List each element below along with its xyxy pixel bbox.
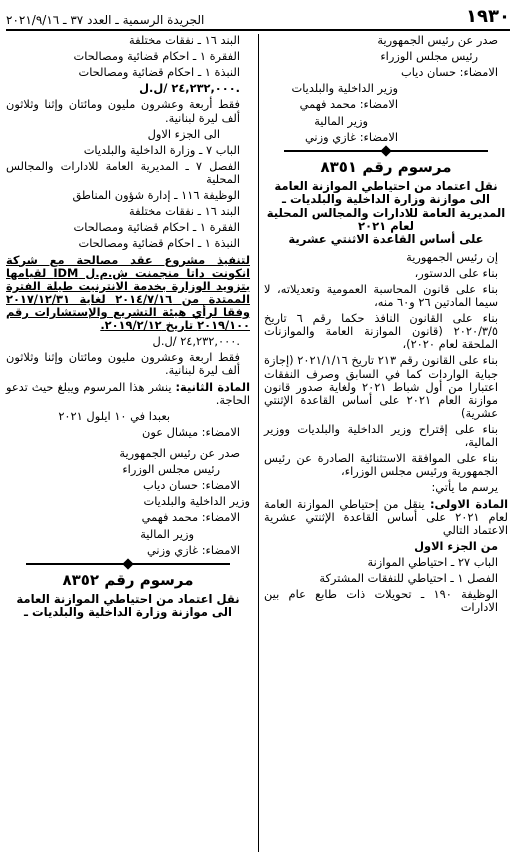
prime-minister-title: رئيس مجلس الوزراء [380, 49, 478, 64]
interior-minister-signature: الامضاء: محمد فهمي [299, 97, 398, 112]
page-number: ١٩٣٠ [466, 6, 510, 28]
president-signature: الامضاء: ميشال عون [141, 424, 240, 439]
recital-accounting-law: بناء على قانون المحاسبة العمومية وتعديلاته، لا سيما المادتين ٢٦ و٦٠ منه، [264, 281, 498, 309]
recital-law-6: بناء على القانون النافذ حكما رقم ٦ تاريخ ٢٠٢٠/٣/٥ (قانون الموازنة العامة والموازنات الملحقة لعام ٢٠٢٠)، [264, 311, 498, 352]
article-one-text: ينقل من إحتياطي الموازنة العامة لعام ٢٠٢١ على أساس القاعدة الإثنتي عشرية الاعتماد التالي [264, 496, 508, 537]
article-two [6, 381, 250, 407]
decree2-subtitle-line-1: نقل اعتماد من احتياطي الموازنة العامة [16, 591, 240, 606]
item-16-dest: البند ١٦ ـ نفقات مختلفة [129, 204, 240, 219]
decree-subtitle-line-5: على أساس القاعدة الاثنتي عشرية [288, 232, 484, 247]
function-116: الوظيفة ١١٦ ـ إدارة شؤون المناطق [72, 188, 240, 203]
article-one [264, 498, 508, 537]
clause-1-dest: النبذة ١ ـ احكام قضائية ومصالحات [78, 236, 240, 251]
column-divider [258, 34, 259, 852]
decree-subtitle-line-2: الى موازنة وزارة الداخلية والبلديات ـ [282, 192, 490, 207]
section-7: الفصل ٧ ـ المديرية العامة للادارات والمجالس المحلية [6, 158, 240, 186]
item-16: البند ١٦ ـ نفقات مختلفة [129, 33, 240, 47]
page-header [6, 6, 510, 28]
pm-signature-2: الامضاء: حسان دياب [142, 478, 240, 493]
decree2-subtitle-line-2: الى موازنة وزارة الداخلية والبلديات ـ [24, 605, 232, 620]
decree-subtitle-line-1: نقل اعتماد من احتياطي الموازنة العامة [274, 179, 498, 194]
finance-minister-signature-2: الامضاء: غازي وزني [146, 542, 240, 557]
article-two-text: ينشر هذا المرسوم ويبلغ حيث تدعو الحاجة. [6, 379, 250, 407]
finance-minister-signature: الامضاء: غازي وزني [304, 129, 398, 144]
recital-law-213: بناء على القانون رقم ٢١٣ تاريخ ٢٠٢١/١/١٦ (إجازة جباية الواردات كما في السابق وصرف النفقات اعتبارا من أول شباط ٢٠٢١ ولغاية صدور قانون موازنة العام ٢٠٢١ على أساس القاعدة الإثنتي عشرية) [264, 353, 499, 420]
amount-in-words: فقط أربعة وعشرون مليون ومائتان وإثنا وثلاثون ألف ليرة لبنانية. [6, 97, 240, 125]
finance-minister-title: وزير المالية [314, 113, 368, 128]
president-intro: إن رئيس الجمهورية [406, 249, 498, 264]
paragraph-1: الفقرة ١ ـ احكام قضائية ومصالحات [73, 49, 240, 64]
decree-separator [284, 147, 488, 155]
recital-constitution: بناء على الدستور، [414, 265, 498, 280]
issue-place-date: بعبدا في ١٠ ايلول ٢٠٢١ [58, 408, 170, 423]
settlement-description: لتنفيذ مشروع عقد مصالحة مع شركة انكونت داتا منجمنت ش.م.ل IDM لقيامها بتزويد الوزارة بخدمة الانترنيت طيلة الفترة الممتدة من ٢٠١٤/٧/١٦ لغاية ٢٠١٧/١٢/٣١ وفقا لرأي هيئة التشريع والإستشارات رقم ٢٠١٩/١٠٠ تاريخ ٢٠١٩/٢/١٢. [6, 252, 251, 333]
clause-1: النبذة ١ ـ احكام قضائية ومصالحات [78, 65, 240, 80]
destination-amount-words: فقط اربعة وعشرون مليون ومائتان وإثنا وثلاثون ألف ليرة لبنانية. [6, 350, 240, 378]
article-two-label: المادة الثانية: [175, 379, 250, 394]
interior-minister-title-2: وزير الداخلية والبلديات [143, 494, 250, 509]
article-one-label: المادة الاولى: [429, 496, 509, 511]
interior-minister-title: وزير الداخلية والبلديات [291, 81, 398, 96]
transfer-amount: ٢٤,٢٣٢,٠٠٠ /ل.ل. [139, 81, 240, 96]
decrees-following: يرسم ما يأتي: [431, 480, 498, 495]
decree-title: مرسوم رقم ٨٣٥١ [320, 157, 452, 176]
function-190: الوظيفة ١٩٠ ـ تحويلات ذات طابع عام بين الادارات [264, 587, 498, 615]
chapter-27: الباب ٢٧ ـ احتياطي الموازنة [367, 554, 498, 569]
gazette-header-text: الجريدة الرسمية ـ العدد ٣٧ ـ ٢٠٢١/٩/١٦ [6, 13, 205, 28]
destination-amount: ٢٤,٢٣٢,٠٠٠ /ل.ل. [152, 334, 240, 349]
issued-by-president-2: صدر عن رئيس الجمهورية [119, 445, 240, 460]
to-part-one: الى الجزء الاول [147, 126, 220, 141]
decree-subtitle-line-4: لعام ٢٠٢١ [357, 219, 415, 233]
finance-minister-title-2: وزير المالية [140, 526, 194, 541]
prime-minister-title-2: رئيس مجلس الوزراء [122, 462, 220, 477]
from-part-one: من الجزء الاول [414, 538, 498, 553]
decree-separator-2 [26, 560, 230, 568]
paragraph-1-dest: الفقرة ١ ـ احكام قضائية ومصالحات [73, 220, 240, 235]
section-1: الفصل ١ ـ احتياطي للنفقات المشتركة [319, 571, 498, 586]
recital-proposal: بناء على إقتراح وزير الداخلية والبلديات ووزير المالية، [264, 421, 498, 450]
chapter-7: الباب ٧ ـ وزارة الداخلية والبلديات [83, 142, 240, 157]
issued-by-president: صدر عن رئيس الجمهورية [377, 33, 498, 47]
recital-approval: بناء على الموافقة الاستثنائية الصادرة عن رئيس الجمهورية ورئيس مجلس الوزراء، [264, 451, 498, 479]
header-rule [6, 29, 510, 31]
decree-subtitle-line-3: المديرية العامة للادارات والمجالس المحلية [266, 205, 506, 220]
left-column [6, 34, 250, 620]
pm-signature: الامضاء: حسان دياب [400, 65, 498, 80]
decree-title-2: مرسوم رقم ٨٣٥٢ [62, 570, 194, 589]
interior-minister-signature-2: الامضاء: محمد فهمي [141, 510, 240, 525]
right-column [264, 34, 508, 617]
